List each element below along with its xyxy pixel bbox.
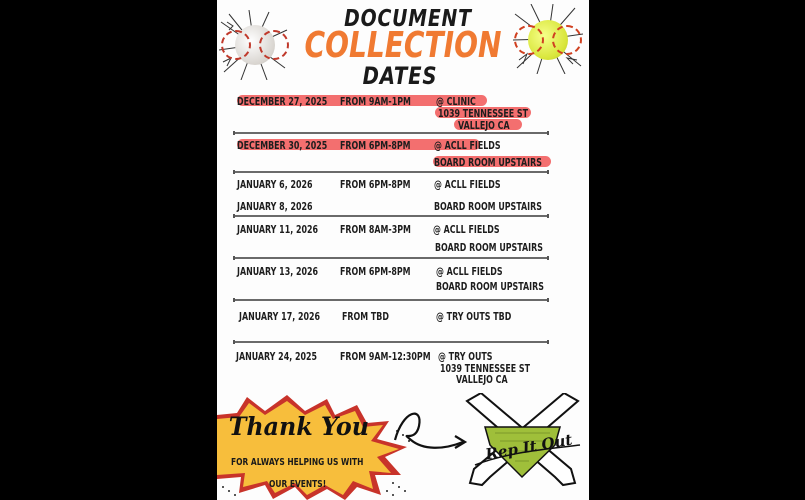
divider — [233, 171, 549, 173]
row-date: DECEMBER 30, 2025 — [237, 139, 328, 152]
row-date: JANUARY 11, 2026 — [237, 223, 319, 236]
row-time: FROM 6PM-8PM — [340, 178, 411, 191]
divider — [233, 341, 549, 343]
divider — [233, 215, 549, 217]
title-document: DOCUMENT — [344, 6, 472, 32]
row-date: DECEMBER 27, 2025 — [237, 95, 328, 108]
row-time: FROM 8AM-3PM — [340, 223, 411, 236]
row-location-1: @ ACLL FIELDS — [433, 223, 500, 236]
row-time: FROM 9AM-12:30PM — [340, 350, 431, 363]
row-time: FROM 9AM-1PM — [340, 95, 411, 108]
row-location-2: BOARD ROOM UPSTAIRS — [436, 280, 544, 293]
row-location-3: VALLEJO CA — [458, 119, 510, 132]
row-location-1: @ TRY OUTS — [438, 350, 493, 363]
divider — [233, 257, 549, 259]
row-date: JANUARY 6, 2026 — [237, 178, 313, 191]
row-location-2: BOARD ROOM UPSTAIRS — [434, 200, 542, 213]
logo-text: Rep It Out — [484, 430, 574, 464]
row-location-3: VALLEJO CA — [456, 373, 508, 386]
thank-you-message-line1: FOR ALWAYS HELPING US WITH — [231, 457, 364, 468]
row-location-2: 1039 TENNESSEE ST — [438, 107, 529, 120]
row-date-2: JANUARY 8, 2026 — [237, 200, 313, 213]
title-collection: COLLECTION — [304, 25, 502, 66]
row-location-2: 1039 TENNESSEE ST — [440, 362, 531, 375]
row-time: FROM 6PM-8PM — [340, 265, 411, 278]
row-date: JANUARY 17, 2026 — [239, 310, 321, 323]
row-location-2: BOARD ROOM UPSTAIRS — [435, 241, 543, 254]
row-location-1: @ ACLL FIELDS — [434, 139, 501, 152]
row-location-2: BOARD ROOM UPSTAIRS — [434, 156, 542, 169]
row-location-1: @ ACLL FIELDS — [436, 265, 503, 278]
row-date: JANUARY 24, 2025 — [236, 350, 318, 363]
row-time: FROM 6PM-8PM — [340, 139, 411, 152]
row-location-1: @ CLINIC — [436, 95, 476, 108]
row-time: FROM TBD — [342, 310, 389, 323]
title-dates: DATES — [362, 62, 438, 90]
divider — [233, 299, 549, 301]
row-date: JANUARY 13, 2026 — [237, 265, 319, 278]
thank-you-message-line2: OUR EVENTS! — [269, 479, 327, 490]
divider — [233, 132, 549, 134]
thank-you-heading: Thank You — [228, 412, 370, 441]
row-location-1: @ ACLL FIELDS — [434, 178, 501, 191]
document-collection-poster — [217, 0, 589, 500]
row-location-1: @ TRY OUTS TBD — [436, 310, 512, 323]
